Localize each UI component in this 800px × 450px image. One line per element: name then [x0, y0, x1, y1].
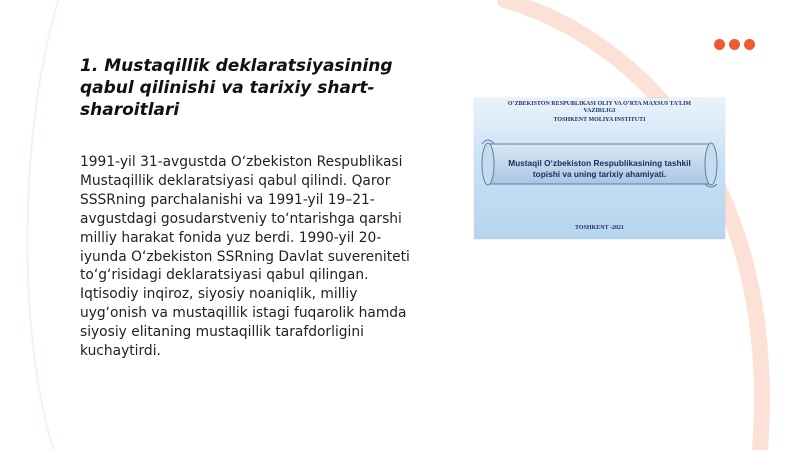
- dot-icon: [729, 39, 740, 50]
- thumbnail-institute: TOSHKENT MOLIYA INSTITUTI: [553, 117, 646, 123]
- dot-icon: [744, 39, 755, 50]
- three-dots-icon: [714, 39, 755, 50]
- thumbnail-ministry-line: O‘ZBEKISTON RESPUBLIKASI OLIY VA O‘RTA MAXSUS TA’LIM: [507, 101, 692, 107]
- slide-title: 1. Mustaqillik deklaratsiyasining qabul qilinishi va tarixiy shart-sharoitlari: [80, 56, 393, 120]
- dot-icon: [714, 39, 725, 50]
- thumbnail-footer: TOSHKENT -2021: [575, 225, 624, 231]
- thumbnail-ministry-line-2: VAZIRLIGI: [583, 108, 616, 114]
- decor-arc-left: [27, 0, 60, 450]
- slide-thumbnail: [474, 98, 725, 239]
- thumbnail-banner-text: Mustaqil O‘zbekiston Respublikasining tashkil topishi va uning tarixiy ahamiyati.: [508, 158, 691, 179]
- slide-body-text: 1991-yil 31-avgustda O‘zbekiston Respublikasi Mustaqillik deklaratsiyasi qabul qilindi. Qaror SSSRning parchalanishi va 1991-yil 19–21-avgustdagi gosudarstveniy to‘ntarishga qarshi milliy harakat fonida yuz berdi. 1990-yil 20-iyunda O‘zbekiston SSRning Davlat suvereniteti to‘g‘risidagi deklaratsiyasi qabul qilingan. Iqtisodiy inqiroz, siyosiy noaniqlik, milliy uyg‘onish va mustaqillik istagi fuqarolik hamda siyosiy elitaning mustaqillik tarafdorligini kuchaytirdi.: [80, 154, 410, 360]
